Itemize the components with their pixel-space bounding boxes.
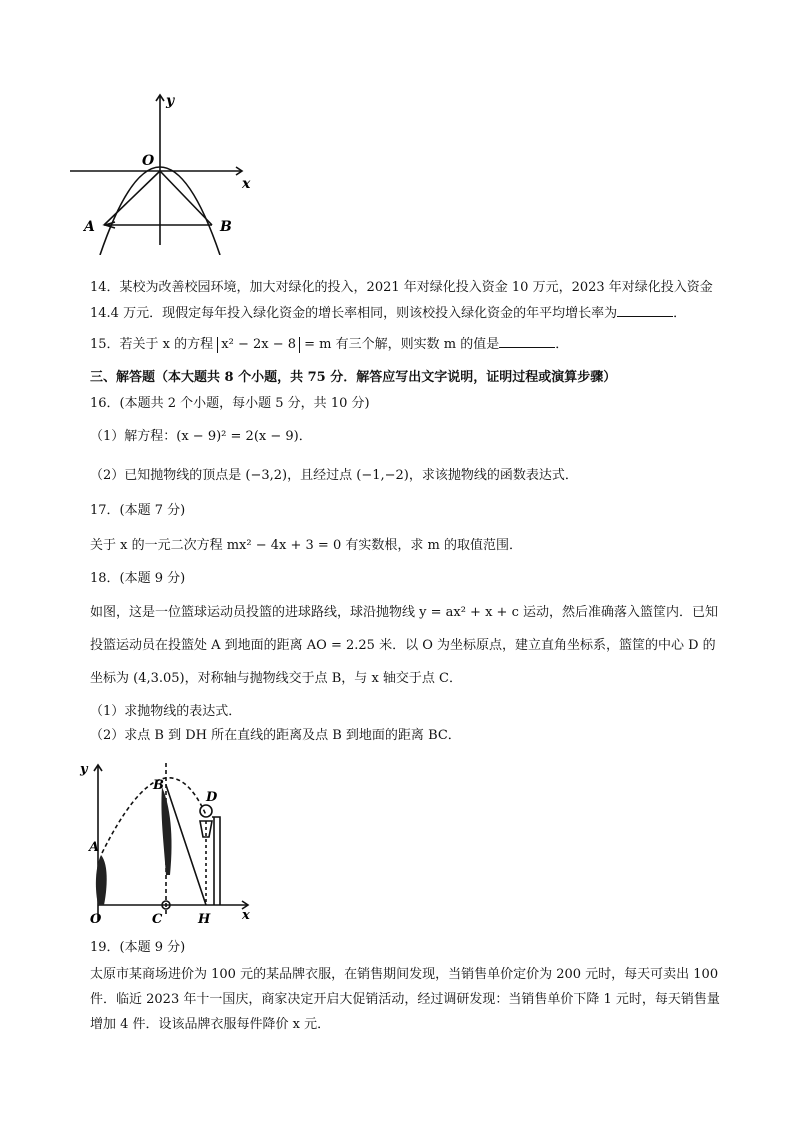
q14-line2 (90, 304, 686, 323)
ball-path-shadow (161, 787, 171, 875)
q19-line1: 太原市某商场进价为 100 元的某品牌衣服，在销售期间发现，当销售单价定价为 200 元时，每天可卖出 100 (90, 967, 719, 982)
q14-line2-text: 14.4 万元．现假定每年投入绿化资金的增长率相同，则该校投入绿化资金的年平均增长率为 (90, 306, 618, 321)
section-3-title: 三、解答题（本大题共 8 个小题，共 75 分．解答应写出文字说明，证明过程或演算步骤） (90, 370, 617, 385)
fig2-label-c: C (152, 912, 163, 927)
q18-line3: 坐标为 (4,3.05)，对称轴与抛物线交于点 B，与 x 轴交于点 C． (90, 671, 462, 686)
fig2-label-h: H (198, 912, 211, 927)
q19-line2: 件．临近 2023 年十一国庆，商家决定开启大促销活动，经过调研发现：当销售单价下降 1 元时，每天销售量 (90, 992, 720, 1007)
q14-answer-blank (617, 304, 673, 317)
fig2-label-o: O (90, 912, 102, 927)
q15-answer-blank (499, 335, 555, 348)
q19-line3: 增加 4 件．设该品牌衣服每件降价 x 元． (90, 1017, 331, 1032)
q18-header: 18．(本题 9 分) (90, 571, 186, 586)
q15-line (90, 335, 568, 354)
q16-part1: （1）解方程：(x − 9)² = 2(x − 9)． (90, 429, 312, 444)
fig2-label-d: D (206, 790, 218, 805)
q18-part2: （2）求点 B 到 DH 所在直线的距离及点 B 到地面的距离 BC． (90, 728, 461, 743)
fig1-label-y: y (166, 93, 175, 109)
segment-bh (166, 785, 206, 905)
q15-pre: 15．若关于 x 的方程 (90, 337, 214, 352)
chord-oa (104, 171, 160, 225)
q14-line2-end: ． (673, 306, 687, 321)
fig1-label-a: A (84, 219, 95, 235)
q17-header: 17．(本题 7 分) (90, 503, 186, 518)
q17-text: 关于 x 的一元二次方程 mx² − 4x + 3 = 0 有实数根，求 m 的取值范围． (90, 538, 522, 553)
basket-ball (200, 805, 212, 817)
q19-header: 19．(本题 9 分) (90, 940, 186, 955)
fig1-label-x: x (242, 176, 251, 192)
chord-ob (160, 171, 212, 225)
q15-end: ． (555, 337, 569, 352)
parabola-figure (60, 85, 260, 255)
fig2-label-x: x (242, 908, 250, 923)
fig2-label-b: B (153, 778, 164, 793)
fig1-label-o: O (142, 153, 155, 169)
basketball-figure (78, 755, 258, 930)
q16-part2: （2）已知抛物线的顶点是 (−3,2)，且经过点 (−1,−2)，求该抛物线的函数表达式． (90, 468, 578, 483)
fig2-label-y: y (80, 762, 88, 777)
q18-line1: 如图，这是一位篮球运动员投篮的进球路线，球沿抛物线 y = ax² + x + c 运动，然后准确落入篮筐内．已知 (90, 605, 718, 620)
q16-header: 16．(本题共 2 个小题，每小题 5 分，共 10 分) (90, 396, 370, 411)
q15-mid: = m 有三个解，则实数 m 的值是 (304, 337, 500, 352)
q18-line2: 投篮运动员在投篮处 A 到地面的距离 AO = 2.25 米．以 O 为坐标原点，建立直角坐标系，篮筐的中心 D 的 (90, 638, 716, 653)
q14-line1: 14．某校为改善校园环境，加大对绿化的投入，2021 年对绿化投入资金 10 万元，2023 年对绿化投入资金 (90, 280, 713, 295)
q18-part1: （1）求抛物线的表达式． (90, 704, 242, 719)
fig2-label-a: A (89, 840, 100, 855)
q15-abs-expression: x² − 2x − 8 (217, 337, 300, 353)
fig1-label-b: B (220, 219, 232, 235)
